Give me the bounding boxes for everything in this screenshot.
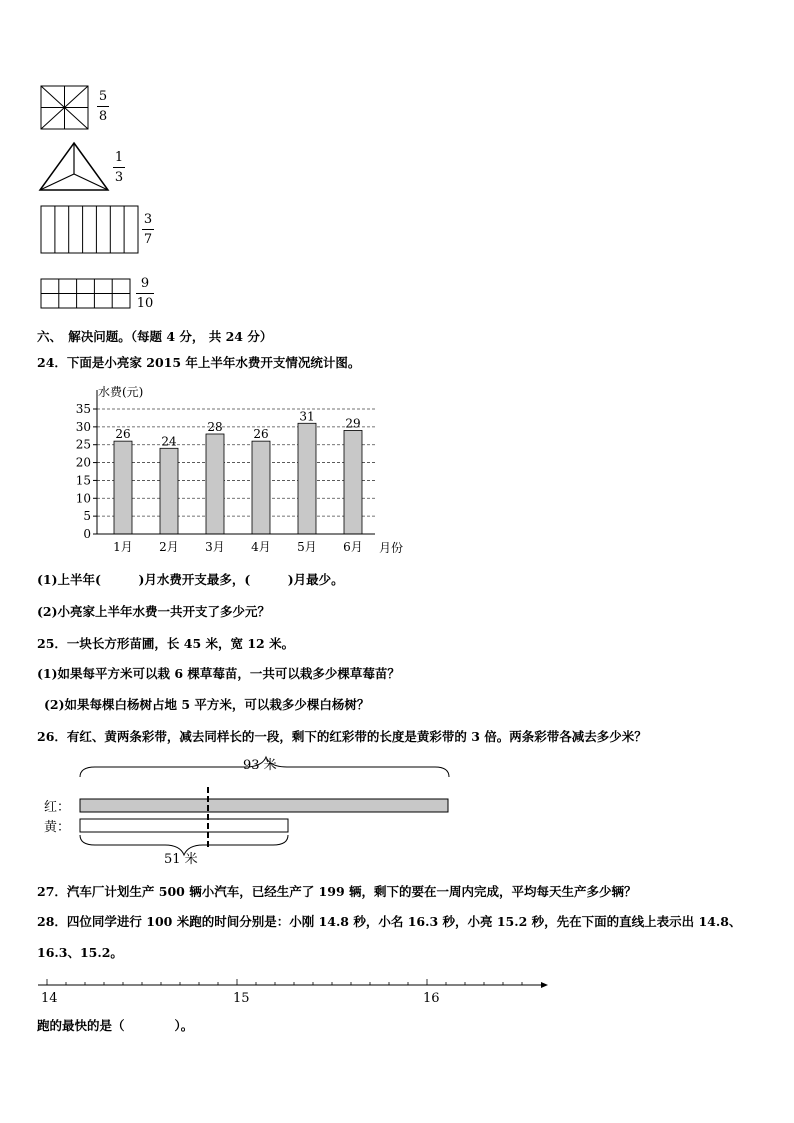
chart-data-label: 26 xyxy=(115,427,131,442)
chart-xlabel: 月份 xyxy=(379,541,404,555)
fraction-3-7: 3 7 xyxy=(143,212,153,247)
number-line xyxy=(36,972,556,1008)
chart-y-tick-label: 20 xyxy=(75,455,91,470)
chart-data-label: 24 xyxy=(161,434,177,449)
fraction-figure-triangle xyxy=(38,141,110,193)
chart-category-label: 5月 xyxy=(297,540,317,554)
chart-bar xyxy=(252,441,270,534)
chart-bar xyxy=(114,441,132,534)
chart-data-label: 29 xyxy=(345,416,361,431)
q26-title: 26．有红、黄两条彩带，减去同样长的一段，剩下的红彩带的长度是黄彩带的 3 倍。两条彩带各减去多少米？ xyxy=(37,729,647,744)
tick-label-14: 14 xyxy=(41,991,58,1006)
chart-category-label: 3月 xyxy=(205,540,225,554)
chart-bar xyxy=(160,448,178,534)
chart-y-tick-label: 15 xyxy=(75,473,91,488)
q24-title: 24．下面是小亮家 2015 年上半年水费开支情况统计图。 xyxy=(37,355,361,370)
chart-ylabel: 水费(元) xyxy=(98,385,144,399)
chart-y-tick-label: 30 xyxy=(75,419,91,434)
fraction-5-8: 5 8 xyxy=(98,89,108,124)
tick-label-16: 16 xyxy=(423,991,440,1006)
red-label: 红： xyxy=(44,800,71,815)
chart-data-label: 28 xyxy=(207,420,223,434)
chart-y-tick-label: 35 xyxy=(75,402,91,416)
q24-sub1: (1)上半年( )月水费开支最多，( )月最少。 xyxy=(37,572,344,587)
fraction-figure-grid xyxy=(40,278,132,310)
red-ribbon xyxy=(80,799,448,812)
chart-y-tick-label: 5 xyxy=(83,509,91,524)
q25-title: 25．一块长方形苗圃，长 45 米，宽 12 米。 xyxy=(37,636,295,651)
chart-data-label: 31 xyxy=(299,409,315,424)
tick-label-15: 15 xyxy=(233,991,250,1006)
q25-sub2: (2)如果每棵白杨树占地 5 平方米，可以栽多少棵白杨树？ xyxy=(44,697,370,712)
water-fee-bar-chart xyxy=(60,380,420,560)
chart-category-label: 4月 xyxy=(251,540,271,554)
chart-bar xyxy=(344,430,362,534)
q28-title-line2: 16.3、15.2。 xyxy=(37,945,123,960)
chart-category-label: 6月 xyxy=(343,540,363,554)
chart-category-label: 2月 xyxy=(159,540,179,554)
chart-bar xyxy=(206,434,224,534)
q24-sub2: (2)小亮家上半年水费一共开支了多少元？ xyxy=(37,604,271,619)
q25-sub1: (1)如果每平方米可以栽 6 棵草莓苗，一共可以栽多少棵草莓苗？ xyxy=(37,666,400,681)
fraction-1-3: 1 3 xyxy=(114,150,124,185)
section-heading: 六、 解决问题。（每题 4 分， 共 24 分） xyxy=(37,329,273,344)
yellow-label: 黄： xyxy=(44,820,71,835)
fraction-9-10: 9 10 xyxy=(136,276,154,311)
q27-title: 27．汽车厂计划生产 500 辆小汽车，已经生产了 199 辆，剩下的要在一周内完成，平均每天生产多少辆？ xyxy=(37,884,637,899)
fraction-figure-square xyxy=(40,85,90,131)
ribbon-diagram xyxy=(40,755,460,870)
chart-y-tick-label: 0 xyxy=(83,527,91,541)
chart-y-tick-label: 25 xyxy=(75,437,91,452)
q28-answer: 跑的最快的是（ ）。 xyxy=(37,1018,194,1033)
chart-category-label: 1月 xyxy=(113,540,133,554)
chart-bar xyxy=(298,423,316,534)
chart-data-label: 26 xyxy=(253,427,269,442)
chart-y-tick-label: 10 xyxy=(75,491,91,506)
fraction-figure-strips xyxy=(40,205,140,255)
red-length-label: 93 米 xyxy=(243,758,277,773)
number-line-arrow xyxy=(541,982,548,988)
yellow-ribbon xyxy=(80,819,288,832)
q28-title-line1: 28．四位同学进行 100 米跑的时间分别是：小刚 14.8 秒，小名 16.3 秒，小亮 15.2 秒，先在下面的直线上表示出 14.8、 xyxy=(37,914,742,929)
yellow-length-label: 51 米 xyxy=(164,852,198,867)
